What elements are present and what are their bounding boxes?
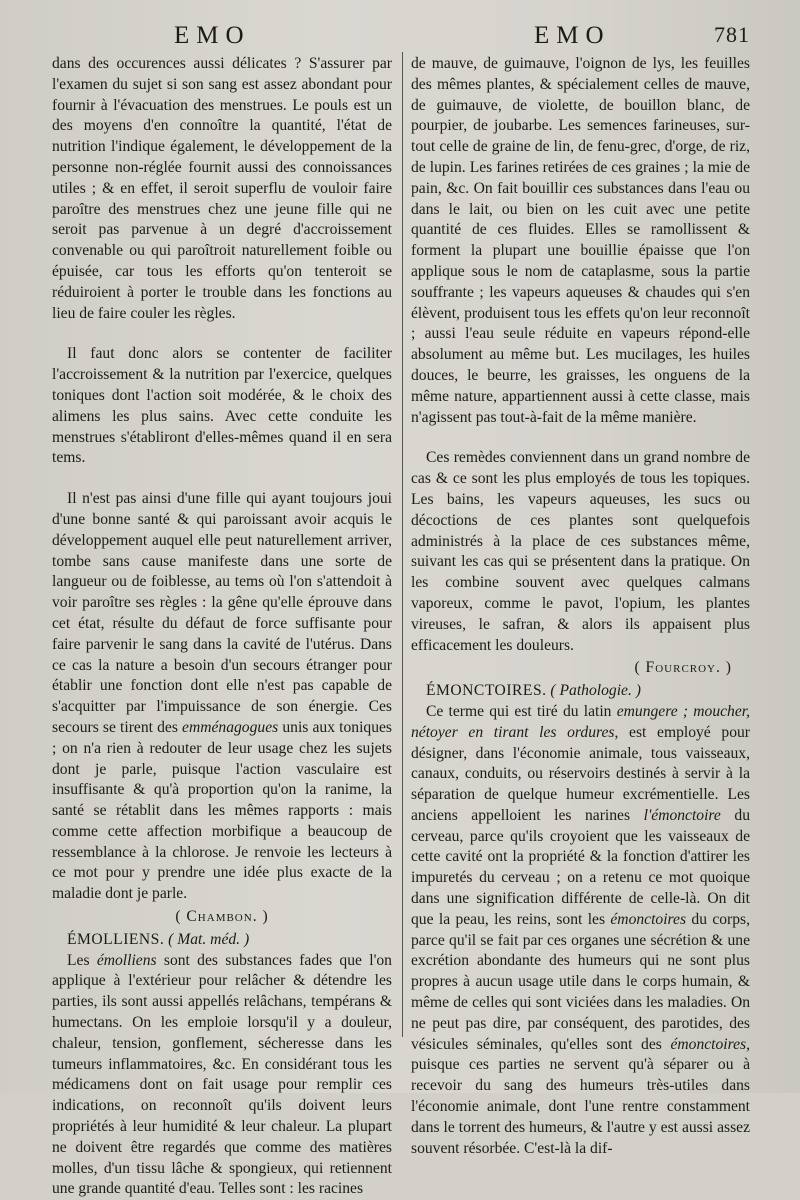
article-title: ÉMOLLIENS. <box>67 930 165 948</box>
paragraph-text: , puisque ces parties ne servent qu'à séparer ou à recevoir du sang des humeurs très-utiles dans l'économie animale, dont l'une rentre constamment dans le torrent des humeurs, & l'autre y est aussi assez souvent résorbée. C'est-là la dif- <box>411 1035 751 1157</box>
paragraph <box>52 489 392 905</box>
running-head-left: EMO <box>174 22 251 49</box>
paragraph-text: , est employé pour désigner, dans l'économie animale, tous vaisseaux, canaux, conduits, ou réservoirs destinés à servir à la séparation de quelque humeur excrémentielle. Les anciens appelloient les narines <box>411 723 750 824</box>
term-emonctoires: émonctoires <box>670 1035 747 1053</box>
term-emmenagogues: emménagogues <box>182 718 279 736</box>
article-heading <box>411 681 750 702</box>
term-emonctoire: l'émonctoire <box>643 806 721 824</box>
author-signature: ( Chambon. ) <box>175 908 269 926</box>
article-category: ( Pathologie. ) <box>550 682 641 700</box>
right-column <box>411 54 750 1159</box>
article-heading <box>52 930 392 951</box>
left-column <box>52 54 392 1200</box>
running-head-right: EMO <box>534 22 611 49</box>
paragraph: Ces remèdes conviennent dans un grand nombre de cas & ce sont les plus employés de tous les topiques. Les bains, les vapeurs aqueuses, les sucs ou décoctions de ces plantes sont quelquefois administrés à la place de ces substances même, suivant les cas qui se présentent dans la pratique. On les combine souvent avec quelques calmans vaporeux, comme le pavot, l'opium, les plantes vireuses, le safran, & alors ils appaisent plus efficacement les douleurs. <box>411 449 750 654</box>
article-category: ( Mat. méd. ) <box>168 930 250 948</box>
paragraph-text: du cerveau, parce qu'ils croyoient que les vaisseaux de cette cavité ont la propriété & la fonction d'attirer les impuretés du cerveau ; on a retenu ce mot quoique dans une signification différente de celle-là. On dit que la peau, les reins, sont les <box>411 806 751 928</box>
article-title: ÉMONCTOIRES. <box>426 682 547 700</box>
paragraph-text: sont des substances fades que l'on applique à l'extérieur pour relâcher & détendre les parties, ils sont aussi appellés relâchans, tempérans & humectans. On les emploie lorsqu'il y a douleur, chaleur, tension, gonflement, sécheresse dans les tumeurs inflammatoires, &c. En considérant tous les médicamens dont on fait usage pour remplir ces indications, on reconnoît qu'ils doivent leurs propriétés à leur humidité & leur chaleur. La plupart ne doivent être regardés que comme des matières molles, d'un tissu lâche & spongieux, qui retiennent une grande quantité d'eau. Telles sont : les racines <box>52 951 392 1198</box>
paragraph <box>411 702 750 1160</box>
paragraph-text: Il n'est pas ainsi d'une fille qui ayant toujours joui d'une bonne santé & qui paroissant avoir acquis le développement auquel elle peut naturellement arriver, tombe sans cause manifeste dans une sorte de langueur ou de foiblesse, au tems où l'on s'attendoit à voir paroître ses règles : la gêne qu'elle éprouve dans cet état, résulte du défaut de force suffisante pour faire parvenir le sang dans la cavité de l'utérus. Dans ce cas la nature a besoin d'un secours étranger pour établir une fonction dont elle n'est pas capable de s'acquitter par l'impuissance de son énergie. Ces secours se tirent des <box>52 490 392 736</box>
paragraph <box>52 951 392 1200</box>
term-emolliens: émolliens <box>96 951 157 969</box>
paragraph-text: Les <box>67 951 90 969</box>
paragraph-text: unis aux toniques ; on n'a rien à redouter de leur usage chez les sujets dont je parle, puisque l'action vasculaire est insuffisante & qu'à proportion qu'on la ranime, la santé se rétablit dans les mêmes rapports : mais comme cette affection morbifique a beaucoup de ressemblance à la chlorose. Je renvoie les lecteurs à ce mot pour y prendre une idée plus exacte de la maladie dont je parle. <box>52 718 392 903</box>
paragraph: de mauve, de guimauve, l'oignon de lys, les feuilles des mêmes plantes, & spécialement celles de mauve, de guimauve, de violette, de bouillon blanc, de pourpier, de joubarbe. Les semences farineuses, sur-tout celle de graine de lin, de fenu-grec, d'orge, de riz, de lupin. Les farines retirées de ces graines ; la mie de pain, &c. On fait bouillir ces substances dans l'eau ou dans le lait, ou bien on les cuit avec une petite quantité de ces fluides. Elles se ramollissent & forment la plupart une bouillie épaisse que l'on applique sous le nom de cataplasme, sous la partie souffrante ; les vapeurs aqueuses & chaudes qui s'en élèvent, produisent tous les effets qu'on leur reconnoît ; aussi l'eau seule réduite en vapeurs répond-elle absolument au même but. Les mucilages, les huiles douces, le beurre, les graisses, les onguens de la même nature, appartiennent aussi à cette classe, mais n'agissent pas tout-à-fait de la même manière. <box>411 55 750 426</box>
paragraph: Il faut donc alors se contenter de faciliter l'accroissement & la nutrition par l'exercice, quelques toniques dont l'action soit modérée, & le choix des alimens les plus sains. Avec cette conduite les menstrues s'établiront d'elles-mêmes quand il en sera tems. <box>52 345 392 467</box>
paragraph: dans des occurences aussi délicates ? S'assurer par l'examen du sujet si son sang est assez abondant pour fournir à l'évacuation des menstrues. Le pouls est un des moyens d'en connoître la quantité, l'état de nutrition l'indique également, le développement de la personne non-réglée fournit aussi des connoissances utiles ; & en effet, il seroit superflu de vouloir faire paroître des menstrues chez une jeune fille qui ne seroit pas parvenue à un degré d'accroissement convenable ou qui paroîtroit naturellement foible ou épuisée, car tous les efforts qu'on tenteroit se réduiroient à porter le trouble dans les fonctions au lieu de faire couler les règles. <box>52 55 392 322</box>
paragraph-text: Ce terme qui est tiré du latin <box>426 702 612 720</box>
page-number: 781 <box>714 22 750 47</box>
paragraph-text: du corps, parce qu'il se fait par ces organes une sécrétion & une excrétion abondante des humeurs qui ne sont plus propres à aucun usage utile dans le corps humain, & même de celles qui sont viciées dans les maladies. On ne peut pas dire, par conséquent, des parotides, des vésicules séminales, qu'elles sont des <box>411 910 751 1053</box>
latin-etymology: emungere ; moucher, nétoyer en tirant les ordures <box>411 702 750 741</box>
column-divider <box>402 52 403 1037</box>
term-emonctoires: émonctoires <box>610 910 687 928</box>
author-signature: ( Fourcroy. ) <box>634 659 732 677</box>
